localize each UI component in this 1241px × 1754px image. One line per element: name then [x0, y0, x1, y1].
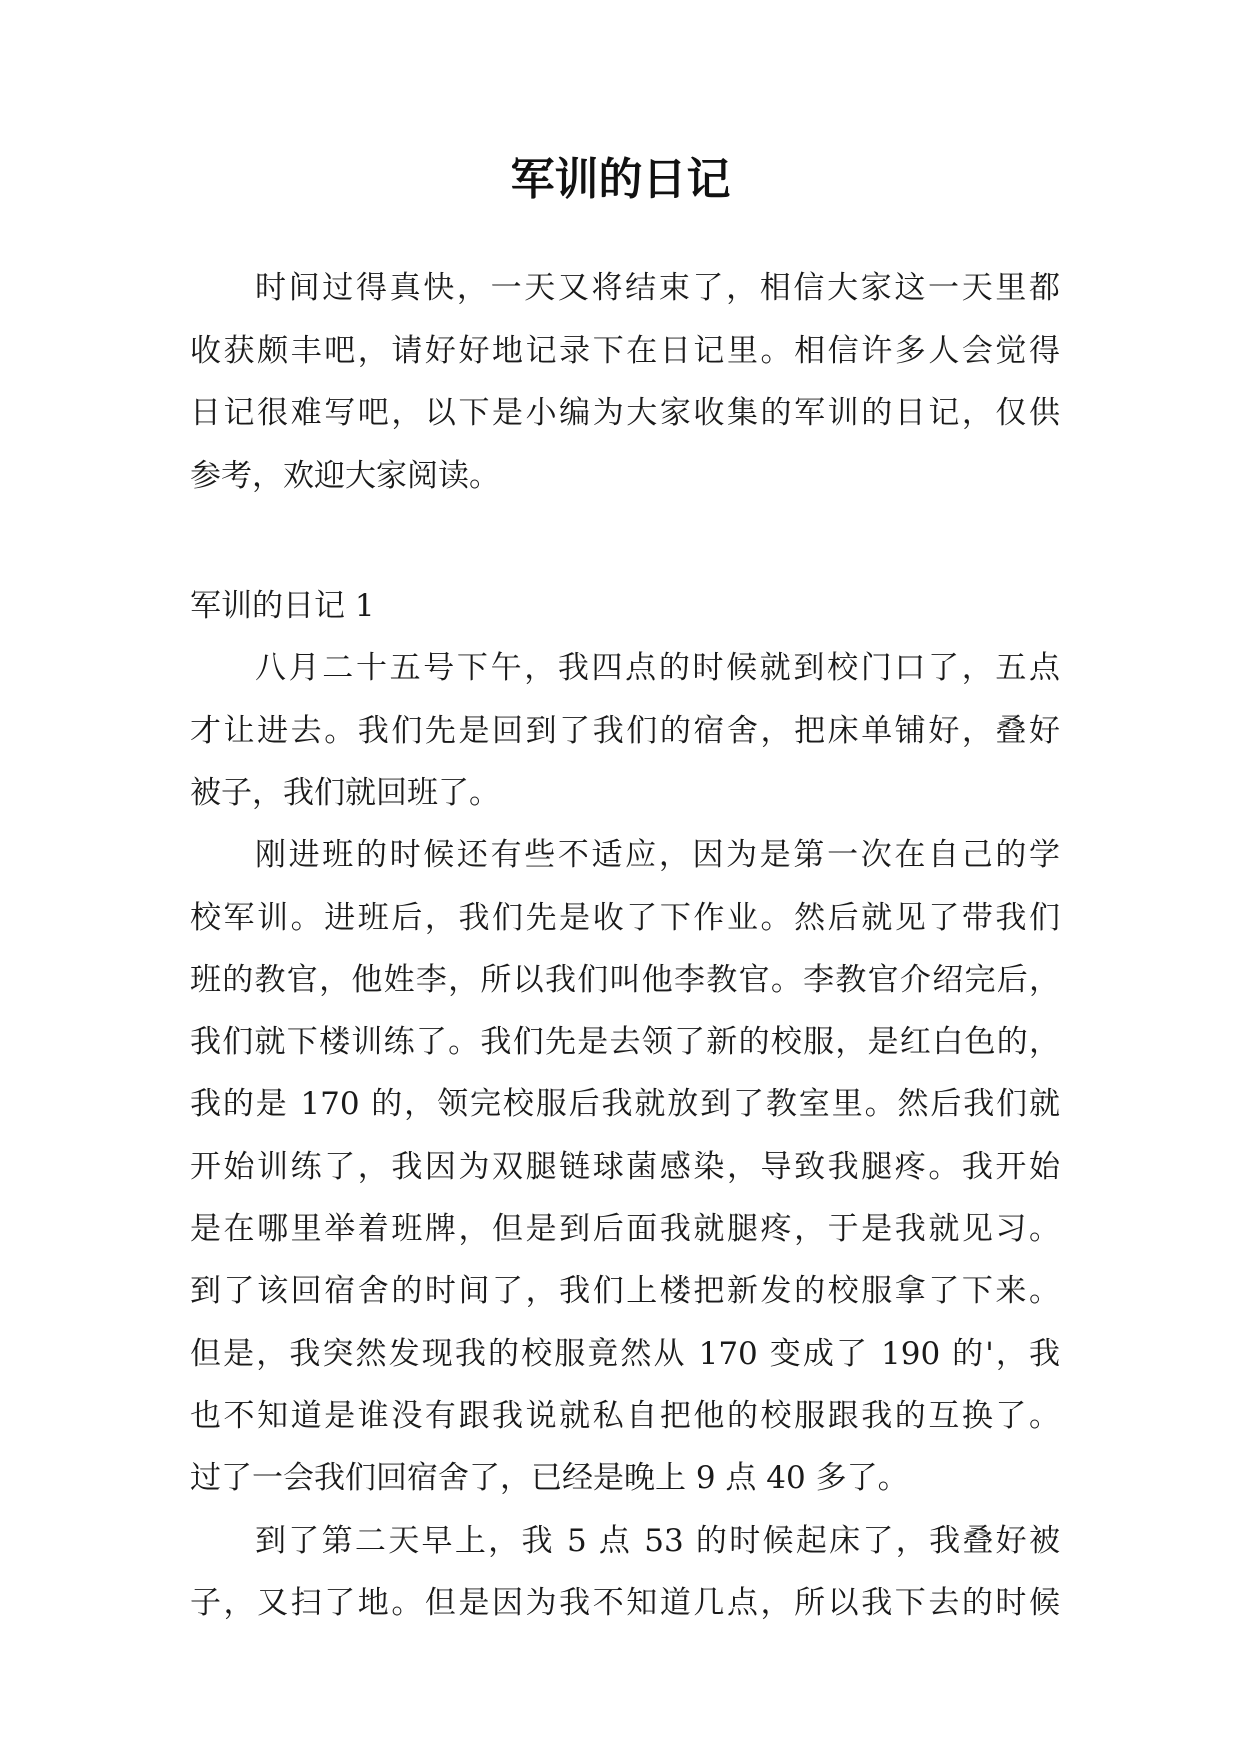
paragraph2-line-3: 班的教官，他姓李，所以我们叫他李教官。李教官介绍完后， [190, 962, 1060, 998]
intro-line-2: 收获颇丰吧，请好好地记录下在日记里。相信许多人会觉得 [190, 333, 1060, 369]
paragraph2-line-2: 校军训。进班后，我们先是收了下作业。然后就见了带我们 [190, 900, 1060, 936]
paragraph3-line-1: 到了第二天早上，我 5 点 53 的时候起床了，我叠好被 [255, 1523, 1060, 1559]
paragraph1-line-1: 八月二十五号下午，我四点的时候就到校门口了，五点 [255, 650, 1060, 686]
paragraph1-line-3: 被子，我们就回班了。 [190, 775, 500, 811]
paragraph2-line-4: 我们就下楼训练了。我们先是去领了新的校服，是红白色的， [190, 1024, 1060, 1060]
paragraph2-line-7: 是在哪里举着班牌，但是到后面我就腿疼，于是我就见习。 [190, 1211, 1060, 1247]
paragraph2-line-10: 也不知道是谁没有跟我说就私自把他的校服跟我的互换了。 [190, 1398, 1060, 1434]
intro-line-4: 参考，欢迎大家阅读。 [190, 458, 500, 494]
paragraph2-line-1: 刚进班的时候还有些不适应，因为是第一次在自己的学 [255, 837, 1060, 873]
section-heading: 军训的日记 1 [190, 588, 375, 624]
paragraph2-line-6: 开始训练了，我因为双腿链球菌感染，导致我腿疼。我开始 [190, 1149, 1060, 1185]
paragraph2-line-11: 过了一会我们回宿舍了，已经是晚上 9 点 40 多了。 [190, 1460, 909, 1496]
paragraph2-line-8: 到了该回宿舍的时间了，我们上楼把新发的校服拿了下来。 [190, 1273, 1060, 1309]
document-title: 军训的日记 [510, 154, 731, 205]
paragraph2-line-9: 但是，我突然发现我的校服竟然从 170 变成了 190 的'，我 [190, 1336, 1060, 1372]
paragraph3-line-2: 子，又扫了地。但是因为我不知道几点，所以我下去的时候 [190, 1585, 1060, 1621]
intro-line-3: 日记很难写吧，以下是小编为大家收集的军训的日记，仅供 [190, 395, 1060, 431]
intro-line-1: 时间过得真快，一天又将结束了，相信大家这一天里都 [255, 270, 1060, 306]
paragraph1-line-2: 才让进去。我们先是回到了我们的宿舍，把床单铺好，叠好 [190, 713, 1060, 749]
paragraph2-line-5: 我的是 170 的，领完校服后我就放到了教室里。然后我们就 [190, 1086, 1060, 1122]
